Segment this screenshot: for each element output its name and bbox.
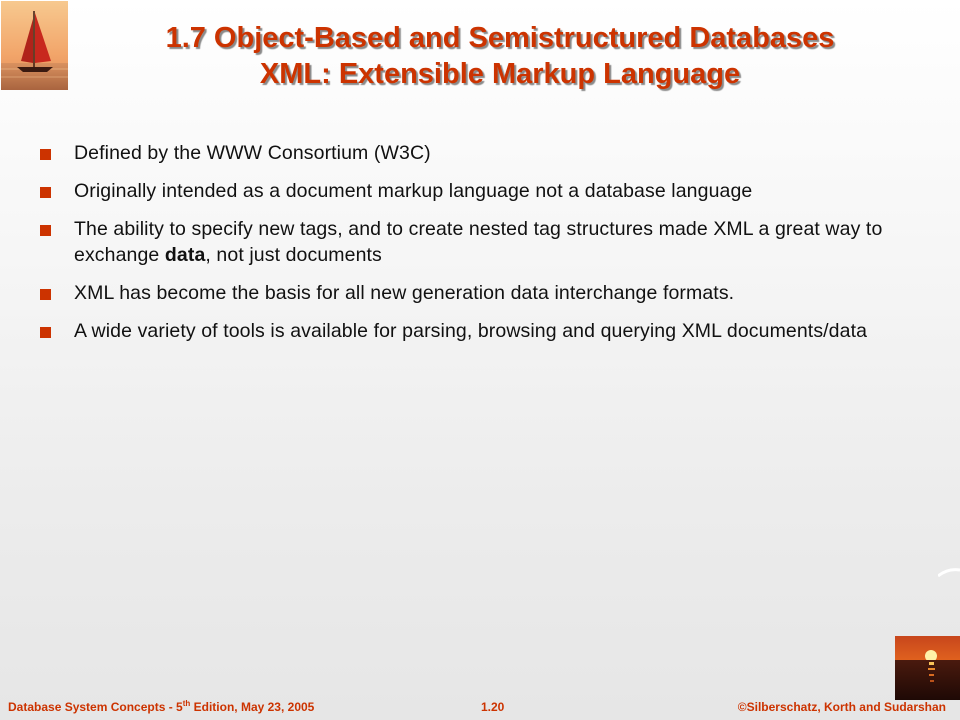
bullet-text-bold: data (164, 244, 206, 266)
footer-left-sup: th (182, 699, 191, 708)
bullet-item (40, 280, 920, 306)
footer-left-prefix: Database System Concepts - 5 (8, 700, 183, 714)
footer-left-suffix: Edition, May 23, 2005 (190, 700, 315, 714)
sailboat-logo-icon (1, 1, 68, 90)
bullet-text-after: , not just documents (205, 244, 382, 266)
bullet-item (40, 178, 920, 204)
title-line-2: XML: Extensible Markup Language (259, 58, 741, 90)
bullet-list (40, 140, 920, 356)
square-bullet-icon (40, 225, 51, 236)
footer-page-number: 1.20 (481, 700, 505, 714)
bullet-text: A wide variety of tools is available for parsing, browsing and querying XML documents/data (74, 320, 868, 342)
bullet-item (40, 140, 920, 166)
decorative-swoosh-icon (938, 568, 960, 578)
bullet-item (40, 216, 920, 268)
bullet-text: XML has become the basis for all new generation data interchange formats. (74, 282, 735, 304)
square-bullet-icon (40, 149, 51, 160)
bullet-text-before: The ability to specify new tags, and to create nested tag structures made XML a great way to exchange (74, 218, 883, 266)
title-line-1: 1.7 Object-Based and Semistructured Databases (165, 22, 835, 54)
bullet-text: Originally intended as a document markup language not a database language (74, 180, 753, 202)
footer-copyright: ©Silberschatz, Korth and Sudarshan (737, 700, 946, 714)
square-bullet-icon (40, 289, 51, 300)
bullet-item (40, 318, 920, 344)
bullet-text: Defined by the WWW Consortium (W3C) (74, 142, 431, 164)
sunset-logo-icon (895, 636, 960, 700)
square-bullet-icon (40, 327, 51, 338)
slide-title (70, 20, 930, 92)
square-bullet-icon (40, 187, 51, 198)
footer-book-info (8, 700, 314, 714)
